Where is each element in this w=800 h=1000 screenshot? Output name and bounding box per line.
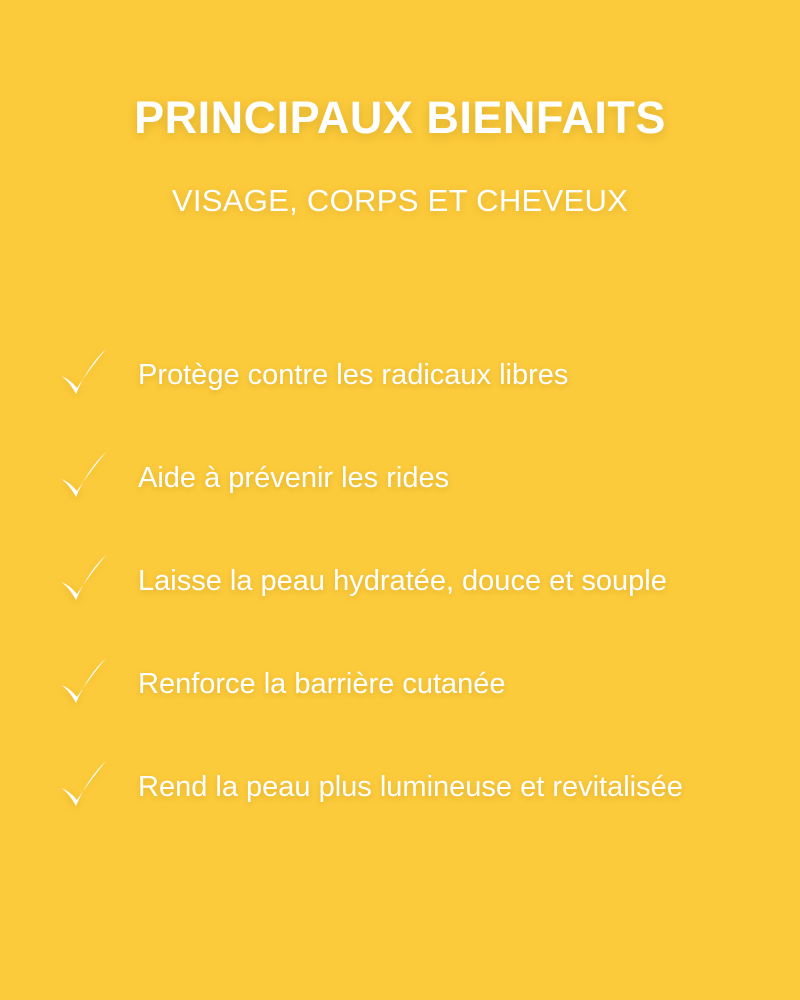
benefit-label: Laisse la peau hydratée, douce et souple — [138, 565, 667, 597]
checkmark-icon — [56, 757, 112, 813]
checkmark-icon — [56, 654, 112, 710]
list-item — [56, 345, 776, 448]
benefit-label: Rend la peau plus lumineuse et revitalisée — [138, 771, 683, 803]
checkmark-icon — [56, 448, 112, 504]
benefit-label: Renforce la barrière cutanée — [138, 668, 506, 700]
checkmark-icon — [56, 345, 112, 401]
list-item — [56, 654, 776, 757]
page-title: PRINCIPAUX BIENFAITS — [134, 92, 666, 143]
list-item — [56, 551, 776, 654]
list-item — [56, 448, 776, 551]
page-subtitle: VISAGE, CORPS ET CHEVEUX — [171, 183, 629, 218]
benefit-label: Protège contre les radicaux libres — [138, 359, 569, 391]
benefits-list — [56, 345, 776, 860]
benefit-label: Aide à prévenir les rides — [138, 462, 450, 494]
checkmark-icon — [56, 551, 112, 607]
list-item — [56, 757, 776, 860]
